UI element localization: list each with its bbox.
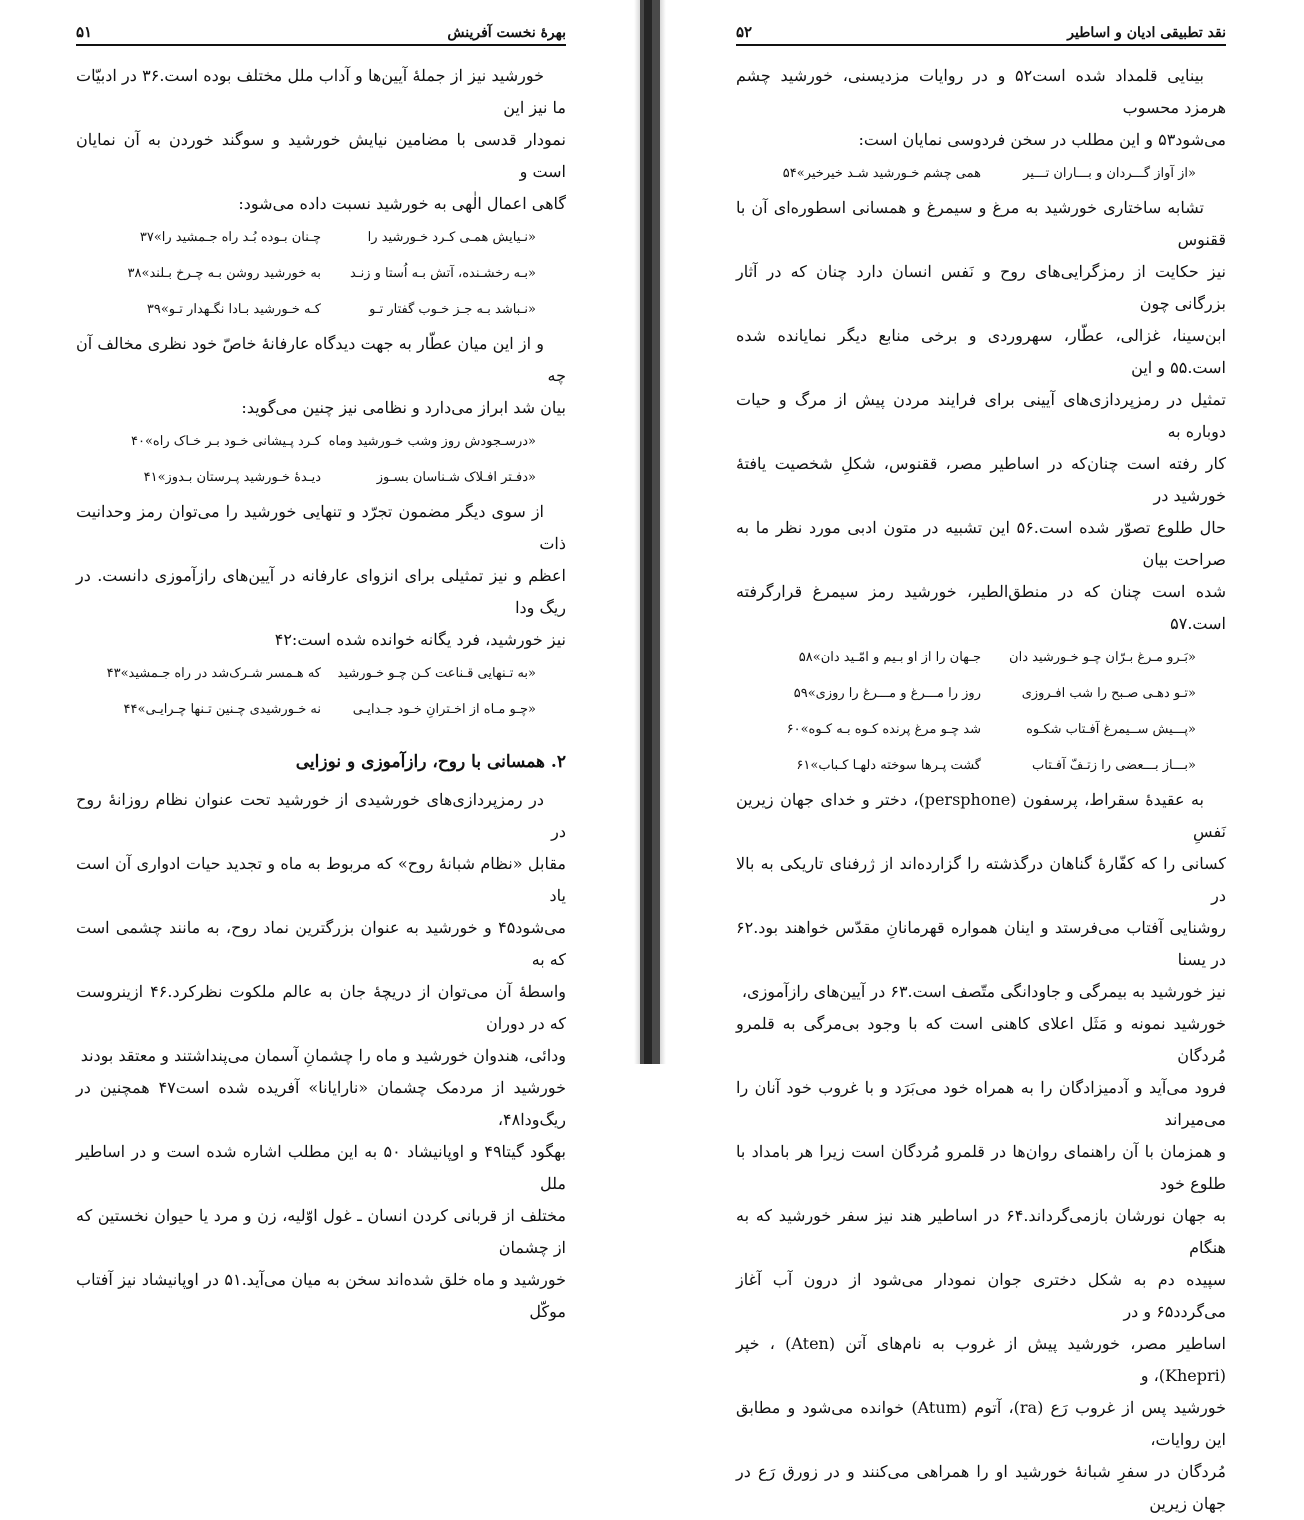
verse-hemistich-first: «دفـتر افـلاک شـناسان بسـوز (376, 470, 536, 485)
paragraph-line: روشنایی آفتاب می‌فرستد و اینان همواره قهرمانانِ مقدّس خواهند بود.۶۲ در یسنا (736, 918, 1226, 969)
page-edge-shadow (660, 0, 666, 1064)
verse-couplet (76, 656, 566, 692)
verse-hemistich-second: که هـمسر شـرک‌شد در راه جـمشید»۴۳ (106, 666, 321, 681)
paragraph-line: فرود می‌آید و آدمیزادگان را به همراه خود می‌بَرَد و با غروب خود آنان را می‌میراند (736, 1078, 1226, 1129)
paragraph-line: کار رفته است چنان‌که در اساطیر مصر، ققنوس، شکلِ شخصیت یافتهٔ خورشید در (736, 454, 1226, 505)
paragraph-line: ابن‌سینا، غزالی، عطّار، سهروردی و برخی منابع دیگر نمایانده شده است.۵۵ و این (736, 326, 1226, 377)
paragraph-line: مُردگان در سفرِ شبانهٔ خورشید او را همراهی می‌کنند و در زورق رَع در جهان زیرین (736, 1462, 1226, 1513)
verse-hemistich-first: «تـو دهـی صـبح را شب افـروزی (1021, 686, 1196, 701)
paragraph-line: بهگود گیتا۴۹ و اوپانیشاد ۵۰ به این مطلب اشاره شده است و در اساطیر ملل (76, 1142, 567, 1193)
page-body (76, 60, 566, 1328)
paragraph-line: نیز حکایت از رمزگرایی‌های روح و نَفس انسان دارد چنان که در آثار بزرگانی چون (736, 262, 1226, 313)
paragraph-line: خورشید پس از غروب رَع (ra)، آتوم (Atum) خوانده می‌شود و مطابق این روایات، (736, 1398, 1227, 1449)
verse-hemistich-first: «بـــاز بـــعضی را زتـفّ آفـتاب (1032, 758, 1196, 773)
verse-couplet (76, 292, 566, 328)
page-header (76, 18, 566, 46)
paragraph-line: تمثیل در رمزپردازی‌های آیینی برای فرایند مردن پیش از مرگ و حیات دوباره به (736, 390, 1226, 441)
paragraph-line: اساطیر مصر، خورشید پیش از غروب به نام‌های آتن (Aten) ، خپر (Khepri)، و (736, 1334, 1226, 1385)
verse-hemistich-first: «نـباشد بـه جـز خـوب گفتار تـو (369, 302, 536, 317)
paragraph-line: بینایی قلمداد شده است۵۲ و در روایات مزدیسنی، خورشید چشم هرمزد محسوب (736, 66, 1226, 117)
paragraph-line: و از این میان عطّار به جهت دیدگاه عارفانهٔ خاصّ خود نظری مخالف آن چه (76, 334, 566, 385)
paragraph-line: به جهان نورشان بازمی‌گرداند.۶۴ در اساطیر هند نیز سفر خورشید که به هنگام (736, 1206, 1226, 1257)
section-heading: ۲. همسانی با روح، رازآموزی و نوزایی (295, 752, 566, 772)
verse-hemistich-second: دیـدهٔ خـورشید پـرستان بـدوز»۴۱ (143, 470, 321, 485)
verse-hemistich-first: «از آواز گـــردان و بـــاران تـــیر (1023, 166, 1196, 181)
verse-couplet (76, 424, 566, 460)
right-page (660, 0, 1304, 1513)
page-header (736, 18, 1226, 46)
paragraph-line: نیز خورشید، فرد یگانه خوانده شده است:۴۲ (274, 630, 566, 649)
paragraph-line: در رمزپردازی‌های خورشیدی از خورشید تحت عنوان نظام روزانهٔ روح در (76, 790, 566, 841)
page-number: ۵۱ (76, 23, 93, 41)
paragraph-line: شده است چنان که در منطق‌الطیر، خورشید رمز سیمرغ قرارگرفته است.۵۷ (736, 582, 1226, 633)
verse-hemistich-second: کـه خـورشید بـادا نگـهدار تـو»۳۹ (146, 302, 321, 317)
verse-hemistich-second: به خورشید روشن بـه چـرخ بـلند»۳۸ (127, 266, 321, 281)
running-title: بهرهٔ نخست آفرینش (447, 25, 566, 41)
verse-hemistich-second: همی چشم خـورشید شـد خیرخیر»۵۴ (782, 166, 981, 181)
paragraph-line: تشابه ساختاری خورشید به مرغ و سیمرغ و همسانی اسطوره‌ای آن با ققنوس (736, 198, 1226, 249)
paragraph-line: واسطهٔ آن می‌توان از دریچهٔ جان به عالم ملکوت نظرکرد.۴۶ ازینروست که در دوران (76, 982, 566, 1033)
verse-couplet (76, 220, 566, 256)
paragraph-line: گاهی اعمال الٰهی به خورشید نسبت داده می‌شود: (238, 194, 566, 213)
verse-couplet (736, 156, 1226, 192)
paragraph-line: خورشید و ماه خلق شده‌اند سخن به میان می‌آید.۵۱ در اوپانیشاد نیز آفتاب موکّل (76, 1270, 566, 1321)
verse-hemistich-first: «چـو مـاه از اخـترانِ خـود جـدایـی (352, 702, 536, 717)
paragraph-line: مقابل «نظام شبانهٔ روح» که مربوط به ماه و تجدید حیات ادواری آن است یاد (76, 854, 566, 905)
verse-hemistich-second: جـهان را از او بـیم و امّـید دان»۵۸ (798, 650, 981, 665)
verse-hemistich-second: گشت پـرها سوخته دلهـا کـباب»۶۱ (796, 758, 981, 773)
paragraph-line: خورشید از مردمک چشمان «نارایانا» آفریده شده است۴۷ همچنین در ریگ‌ودا۴۸، (76, 1078, 567, 1129)
book-spine-gutter (640, 0, 660, 1064)
verse-hemistich-first: «نـیایش همـی کـرد خـورشید را (367, 230, 536, 245)
page-number: ۵۲ (736, 23, 753, 41)
paragraph-line: نیز خورشید به بیمرگی و جاودانگی متّصف است.۶۳ در آیین‌های رازآموزی، (741, 982, 1226, 1001)
verse-hemistich-first: «به تـنهایی قـناعت کـن چـو خـورشید (337, 666, 536, 681)
verse-couplet (736, 676, 1226, 712)
verse-couplet (76, 692, 566, 728)
verse-hemistich-first: «درسـجودش روز وشب خـورشید وماه (328, 434, 536, 449)
paragraph-line: از سوی دیگر مضمون تجرّد و تنهایی خورشید را می‌توان رمز وحدانیت ذات (76, 502, 566, 553)
verse-hemistich-first: «بَـرو مـرغ بـرّان چـو خـورشید دان (1009, 650, 1196, 665)
verse-couplet (736, 640, 1226, 676)
verse-couplet (736, 712, 1226, 748)
verse-hemistich-first: «بـه رخشـنده، آتش بـه اُستا و زنـد (349, 266, 536, 281)
paragraph-line: مختلف از قربانی کردن انسان ـ غول اوّلیه، زن و مرد یا حیوان نخستین که از چشمان (76, 1206, 566, 1257)
page-body (736, 60, 1226, 1520)
paragraph-line: سپیده دم به شکل دختری جوان نمودار می‌شود از درون آب آغاز می‌گردد۶۵ و در (736, 1270, 1226, 1321)
verse-couplet (76, 256, 566, 292)
verse-hemistich-second: کـرد پـیشانی خـود بـر خـاک راه»۴۰ (131, 434, 321, 449)
paragraph-line: حال طلوع تصوّر شده است.۵۶ این تشبیه در متون ادبی مورد نظر ما به صراحت بیان (736, 518, 1226, 569)
paragraph-line: بیان شد ابراز می‌دارد و نظامی نیز چنین می‌گوید: (241, 398, 566, 417)
verse-hemistich-second: نه خـورشیدی چـنین تـنها چـرایـی»۴۴ (123, 702, 321, 717)
paragraph-line: و همزمان با آن راهنمای روان‌ها در قلمرو مُردگان است زیرا هر بامداد با طلوع خود (736, 1142, 1226, 1193)
paragraph-line: می‌شود۵۳ و این مطلب در سخن فردوسی نمایان است: (858, 130, 1226, 149)
verse-hemistich-second: شد چـو مرغ پرنده کـوه بـه کـوه»۶۰ (786, 722, 981, 737)
paragraph-line: ودائی، هندوان خورشید و ماه را چشمانِ آسمان می‌پنداشتند و معتقد بودند (80, 1046, 566, 1065)
paragraph-line: خورشید نیز از جملهٔ آیین‌ها و آداب ملل مختلف بوده است.۳۶ در ادبیّات ما نیز این (76, 66, 566, 117)
verse-hemistich-second: روز را مـــرغ و مـــرغ را روزی»۵۹ (793, 686, 981, 701)
verse-hemistich-second: چـنان بـوده بُـد راه جـمشید را»۳۷ (139, 230, 321, 245)
paragraph-line: کسانی را که کفّارهٔ گناهان درگذشته را گزارده‌اند از ژرفنای تاریکی به بالا در (736, 854, 1226, 905)
paragraph-line: به عقیدهٔ سقراط، پرسفون (persphone)، دختر و خدای جهان زیرین نَفسِ (736, 790, 1226, 841)
verse-hemistich-first: «پـــیش ســیمرغ آفـتاب شکـوه (1026, 722, 1196, 737)
paragraph-line: نمودار قدسی با مضامین نیایش خورشید و سوگند خوردن به آن نمایان است و (76, 130, 566, 181)
verse-couplet (76, 460, 566, 496)
paragraph-line: خورشید نمونه و مَثَل اعلای کاهنی است که با وجود بی‌مرگی به قلمرو مُردگان (736, 1014, 1226, 1065)
left-page (0, 0, 640, 1321)
running-title: نقد تطبیقی ادیان و اساطیر (1067, 25, 1226, 41)
verse-couplet (736, 748, 1226, 784)
paragraph-line: می‌شود۴۵ و خورشید به عنوان بزرگترین نماد روح، به مانند چشمی است که به (76, 918, 566, 969)
paragraph-line: اعظم و نیز تمثیلی برای انزوای عارفانه در آیین‌های رازآموزی دانست. در ریگ ودا (76, 566, 566, 617)
